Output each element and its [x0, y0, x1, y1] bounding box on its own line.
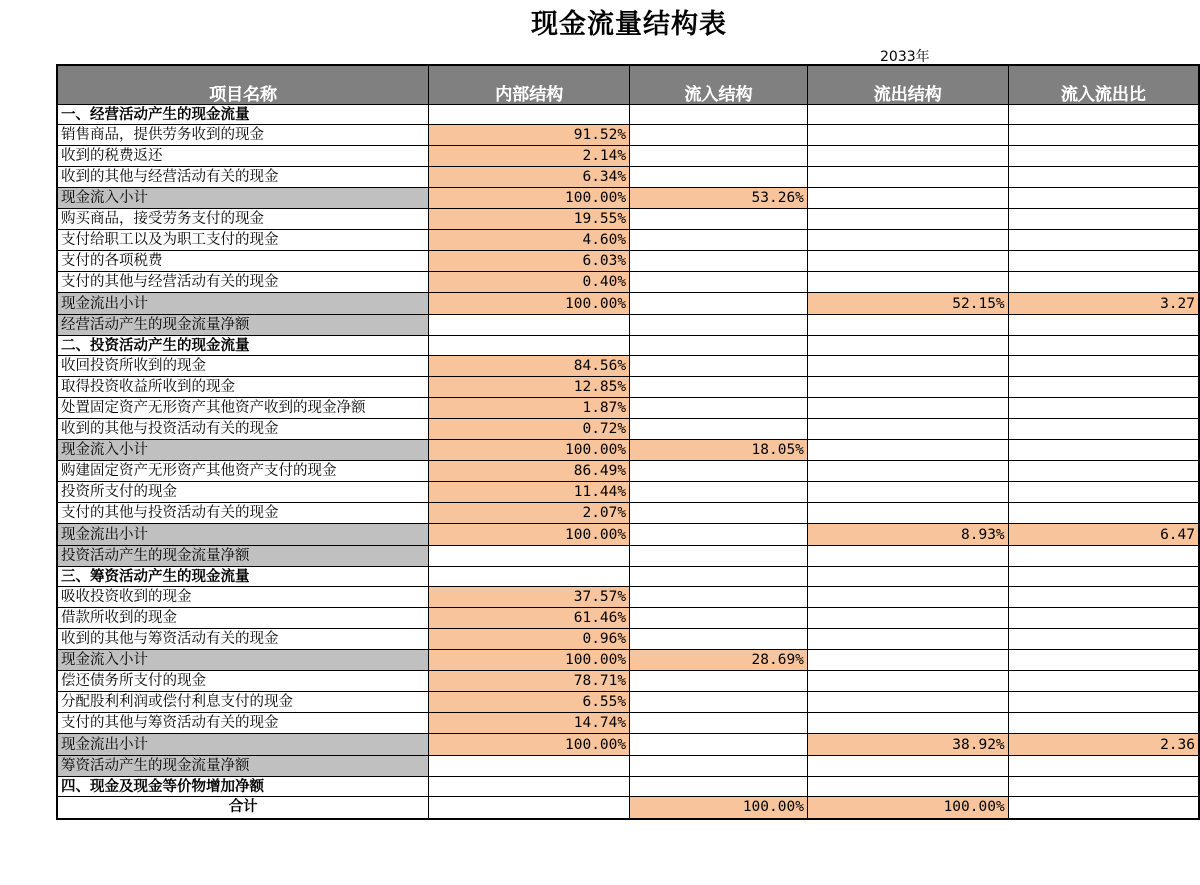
cell-inflow-structure [630, 546, 808, 567]
cell-internal-structure: 86.49% [429, 461, 630, 482]
cell-outflow-structure [807, 398, 1008, 419]
table-row [57, 461, 1199, 482]
table-row [57, 503, 1199, 524]
cell-outflow-structure [807, 377, 1008, 398]
cell-inflow-structure: 18.05% [630, 440, 808, 461]
cell-inflow-structure [630, 398, 808, 419]
cell-inflow-structure [630, 272, 808, 293]
cell-inflow-structure [630, 146, 808, 167]
row-item-name: 现金流出小计 [57, 734, 429, 756]
cell-inflow-structure [630, 105, 808, 125]
cell-internal-structure: 61.46% [429, 608, 630, 629]
cell-inflow-structure [630, 524, 808, 546]
cell-internal-structure: 37.57% [429, 587, 630, 608]
cell-outflow-structure [807, 546, 1008, 567]
cell-inflow-outflow-ratio [1008, 546, 1199, 567]
cell-inflow-structure [630, 125, 808, 146]
report-title: 现金流量结构表 [531, 9, 727, 40]
cell-inflow-outflow-ratio [1008, 167, 1199, 188]
table-row [57, 272, 1199, 293]
cell-internal-structure: 100.00% [429, 440, 630, 461]
row-item-name: 一、经营活动产生的现金流量 [57, 105, 429, 125]
table-row [57, 188, 1199, 209]
cell-inflow-outflow-ratio [1008, 188, 1199, 209]
cell-inflow-structure [630, 293, 808, 315]
cell-inflow-structure: 53.26% [630, 188, 808, 209]
cell-internal-structure: 100.00% [429, 293, 630, 315]
cell-outflow-structure [807, 315, 1008, 336]
row-item-name: 借款所收到的现金 [57, 608, 429, 629]
row-item-name: 收回投资所收到的现金 [57, 356, 429, 377]
cell-inflow-outflow-ratio [1008, 146, 1199, 167]
cell-inflow-outflow-ratio [1008, 777, 1199, 797]
cell-inflow-structure [630, 503, 808, 524]
cell-outflow-structure [807, 419, 1008, 440]
table-body [57, 105, 1199, 819]
cell-outflow-structure [807, 692, 1008, 713]
cell-inflow-structure [630, 567, 808, 587]
row-item-name: 支付的其他与经营活动有关的现金 [57, 272, 429, 293]
table-row [57, 524, 1199, 546]
cell-internal-structure: 0.96% [429, 629, 630, 650]
cell-inflow-structure [630, 315, 808, 336]
cell-outflow-structure [807, 167, 1008, 188]
cell-inflow-outflow-ratio [1008, 482, 1199, 503]
cell-internal-structure: 100.00% [429, 524, 630, 546]
row-item-name: 现金流入小计 [57, 650, 429, 671]
table-row [57, 650, 1199, 671]
cell-inflow-outflow-ratio [1008, 398, 1199, 419]
row-item-name: 现金流入小计 [57, 188, 429, 209]
row-item-name: 偿还债务所支付的现金 [57, 671, 429, 692]
cell-inflow-structure [630, 629, 808, 650]
cell-inflow-outflow-ratio [1008, 692, 1199, 713]
row-item-name: 二、投资活动产生的现金流量 [57, 336, 429, 356]
cell-outflow-structure [807, 777, 1008, 797]
header-internal-structure: 内部结构 [429, 65, 630, 105]
cell-inflow-outflow-ratio [1008, 377, 1199, 398]
cell-inflow-structure [630, 587, 808, 608]
cell-inflow-outflow-ratio [1008, 315, 1199, 336]
cell-inflow-outflow-ratio: 3.27 [1008, 293, 1199, 315]
cell-internal-structure [429, 315, 630, 336]
table-row [57, 146, 1199, 167]
table-row [57, 209, 1199, 230]
row-item-name: 销售商品，提供劳务收到的现金 [57, 125, 429, 146]
cell-internal-structure [429, 105, 630, 125]
table-row [57, 315, 1199, 336]
cell-inflow-outflow-ratio [1008, 209, 1199, 230]
cell-inflow-structure [630, 608, 808, 629]
row-item-name: 现金流入小计 [57, 440, 429, 461]
table-row [57, 608, 1199, 629]
cell-inflow-outflow-ratio [1008, 503, 1199, 524]
table-row [57, 756, 1199, 777]
table-row [57, 125, 1199, 146]
cell-outflow-structure [807, 756, 1008, 777]
cell-internal-structure: 11.44% [429, 482, 630, 503]
table-row [57, 734, 1199, 756]
cell-inflow-outflow-ratio: 6.47 [1008, 524, 1199, 546]
cell-internal-structure: 0.72% [429, 419, 630, 440]
cell-internal-structure: 14.74% [429, 713, 630, 734]
cell-inflow-structure [630, 777, 808, 797]
cell-inflow-structure [630, 461, 808, 482]
cell-internal-structure [429, 546, 630, 567]
table-row [57, 777, 1199, 797]
cell-outflow-structure [807, 503, 1008, 524]
cell-inflow-structure [630, 692, 808, 713]
row-item-name: 处置固定资产无形资产其他资产收到的现金净额 [57, 398, 429, 419]
cell-outflow-structure: 52.15% [807, 293, 1008, 315]
cell-inflow-structure [630, 209, 808, 230]
cell-inflow-outflow-ratio [1008, 629, 1199, 650]
row-item-name: 购买商品，接受劳务支付的现金 [57, 209, 429, 230]
cell-inflow-outflow-ratio: 2.36 [1008, 734, 1199, 756]
header-row [57, 65, 1199, 105]
cell-internal-structure: 19.55% [429, 209, 630, 230]
table-row [57, 671, 1199, 692]
cell-inflow-structure [630, 734, 808, 756]
table-row [57, 398, 1199, 419]
row-item-name: 三、筹资活动产生的现金流量 [57, 567, 429, 587]
table-row [57, 546, 1199, 567]
cell-internal-structure [429, 567, 630, 587]
row-item-name: 支付的其他与投资活动有关的现金 [57, 503, 429, 524]
cell-inflow-structure [630, 336, 808, 356]
row-item-name: 四、现金及现金等价物增加净额 [57, 777, 429, 797]
cell-inflow-outflow-ratio [1008, 419, 1199, 440]
cell-inflow-outflow-ratio [1008, 567, 1199, 587]
cell-inflow-outflow-ratio [1008, 713, 1199, 734]
cell-inflow-structure [630, 356, 808, 377]
header-item-name: 项目名称 [57, 65, 429, 105]
cell-outflow-structure [807, 567, 1008, 587]
cell-inflow-structure [630, 167, 808, 188]
cell-outflow-structure [807, 209, 1008, 230]
header-inflow-structure: 流入结构 [630, 65, 808, 105]
table-row [57, 419, 1199, 440]
cell-outflow-structure [807, 629, 1008, 650]
cell-internal-structure: 2.07% [429, 503, 630, 524]
row-item-name: 合计 [57, 797, 429, 819]
table-row [57, 336, 1199, 356]
cell-inflow-structure [630, 377, 808, 398]
table-row [57, 230, 1199, 251]
cell-inflow-structure: 100.00% [630, 797, 808, 819]
cell-outflow-structure [807, 146, 1008, 167]
cell-internal-structure [429, 777, 630, 797]
cell-internal-structure: 100.00% [429, 734, 630, 756]
cell-inflow-outflow-ratio [1008, 125, 1199, 146]
table-row [57, 356, 1199, 377]
cell-internal-structure: 1.87% [429, 398, 630, 419]
table-row [57, 293, 1199, 315]
table-row [57, 567, 1199, 587]
row-item-name: 购建固定资产无形资产其他资产支付的现金 [57, 461, 429, 482]
row-item-name: 支付的各项税费 [57, 251, 429, 272]
cell-inflow-outflow-ratio [1008, 272, 1199, 293]
row-item-name: 现金流出小计 [57, 524, 429, 546]
row-item-name: 收到的其他与经营活动有关的现金 [57, 167, 429, 188]
cell-internal-structure: 91.52% [429, 125, 630, 146]
row-item-name: 分配股利利润或偿付利息支付的现金 [57, 692, 429, 713]
row-item-name: 投资所支付的现金 [57, 482, 429, 503]
cell-internal-structure: 4.60% [429, 230, 630, 251]
table-row [57, 797, 1199, 819]
row-item-name: 筹资活动产生的现金流量净额 [57, 756, 429, 777]
cell-inflow-structure: 28.69% [630, 650, 808, 671]
table-row [57, 482, 1199, 503]
table-row [57, 167, 1199, 188]
cell-outflow-structure [807, 105, 1008, 125]
row-item-name: 经营活动产生的现金流量净额 [57, 315, 429, 336]
row-item-name: 吸收投资收到的现金 [57, 587, 429, 608]
cell-internal-structure: 0.40% [429, 272, 630, 293]
cell-inflow-structure [630, 671, 808, 692]
row-item-name: 支付的其他与筹资活动有关的现金 [57, 713, 429, 734]
header-outflow-structure: 流出结构 [807, 65, 1008, 105]
cell-outflow-structure [807, 587, 1008, 608]
cell-outflow-structure [807, 440, 1008, 461]
cell-inflow-outflow-ratio [1008, 440, 1199, 461]
cell-inflow-structure [630, 251, 808, 272]
cell-internal-structure: 12.85% [429, 377, 630, 398]
table-row [57, 713, 1199, 734]
table-row [57, 587, 1199, 608]
table-row [57, 251, 1199, 272]
cell-outflow-structure [807, 272, 1008, 293]
cell-inflow-structure [630, 713, 808, 734]
cash-flow-structure-table [56, 64, 1200, 820]
cell-internal-structure: 2.14% [429, 146, 630, 167]
cell-inflow-structure [630, 482, 808, 503]
cell-outflow-structure [807, 336, 1008, 356]
cell-outflow-structure [807, 461, 1008, 482]
cell-internal-structure [429, 336, 630, 356]
cell-inflow-outflow-ratio [1008, 461, 1199, 482]
cell-inflow-outflow-ratio [1008, 756, 1199, 777]
cell-inflow-outflow-ratio [1008, 587, 1199, 608]
cell-inflow-outflow-ratio [1008, 671, 1199, 692]
cell-outflow-structure [807, 188, 1008, 209]
row-item-name: 收到的其他与筹资活动有关的现金 [57, 629, 429, 650]
cell-inflow-outflow-ratio [1008, 608, 1199, 629]
cell-outflow-structure [807, 125, 1008, 146]
cell-outflow-structure: 100.00% [807, 797, 1008, 819]
table-row [57, 629, 1199, 650]
cell-outflow-structure [807, 356, 1008, 377]
cell-inflow-outflow-ratio [1008, 251, 1199, 272]
cell-internal-structure [429, 756, 630, 777]
cell-inflow-outflow-ratio [1008, 797, 1199, 819]
row-item-name: 收到的税费返还 [57, 146, 429, 167]
header-inflow-outflow-ratio: 流入流出比 [1008, 65, 1199, 105]
row-item-name: 现金流出小计 [57, 293, 429, 315]
cell-outflow-structure [807, 671, 1008, 692]
cell-outflow-structure [807, 713, 1008, 734]
table-row [57, 377, 1199, 398]
cell-outflow-structure [807, 650, 1008, 671]
cell-internal-structure: 6.34% [429, 167, 630, 188]
report-year: 2033年 [880, 49, 930, 65]
cell-outflow-structure [807, 482, 1008, 503]
row-item-name: 投资活动产生的现金流量净额 [57, 546, 429, 567]
cell-inflow-outflow-ratio [1008, 105, 1199, 125]
row-item-name: 收到的其他与投资活动有关的现金 [57, 419, 429, 440]
row-item-name: 取得投资收益所收到的现金 [57, 377, 429, 398]
cell-internal-structure: 78.71% [429, 671, 630, 692]
cell-outflow-structure: 38.92% [807, 734, 1008, 756]
cell-inflow-structure [630, 419, 808, 440]
cell-internal-structure: 6.55% [429, 692, 630, 713]
cell-outflow-structure [807, 608, 1008, 629]
cell-inflow-outflow-ratio [1008, 336, 1199, 356]
cell-outflow-structure [807, 230, 1008, 251]
cell-inflow-structure [630, 230, 808, 251]
cell-inflow-structure [630, 756, 808, 777]
cell-inflow-outflow-ratio [1008, 230, 1199, 251]
table-row [57, 440, 1199, 461]
cell-outflow-structure [807, 251, 1008, 272]
cell-internal-structure: 100.00% [429, 188, 630, 209]
cell-outflow-structure: 8.93% [807, 524, 1008, 546]
row-item-name: 支付给职工以及为职工支付的现金 [57, 230, 429, 251]
cell-internal-structure: 84.56% [429, 356, 630, 377]
cell-internal-structure: 6.03% [429, 251, 630, 272]
table-row [57, 692, 1199, 713]
cell-internal-structure: 100.00% [429, 650, 630, 671]
cell-inflow-outflow-ratio [1008, 356, 1199, 377]
table-row [57, 105, 1199, 125]
cell-inflow-outflow-ratio [1008, 650, 1199, 671]
cell-internal-structure [429, 797, 630, 819]
